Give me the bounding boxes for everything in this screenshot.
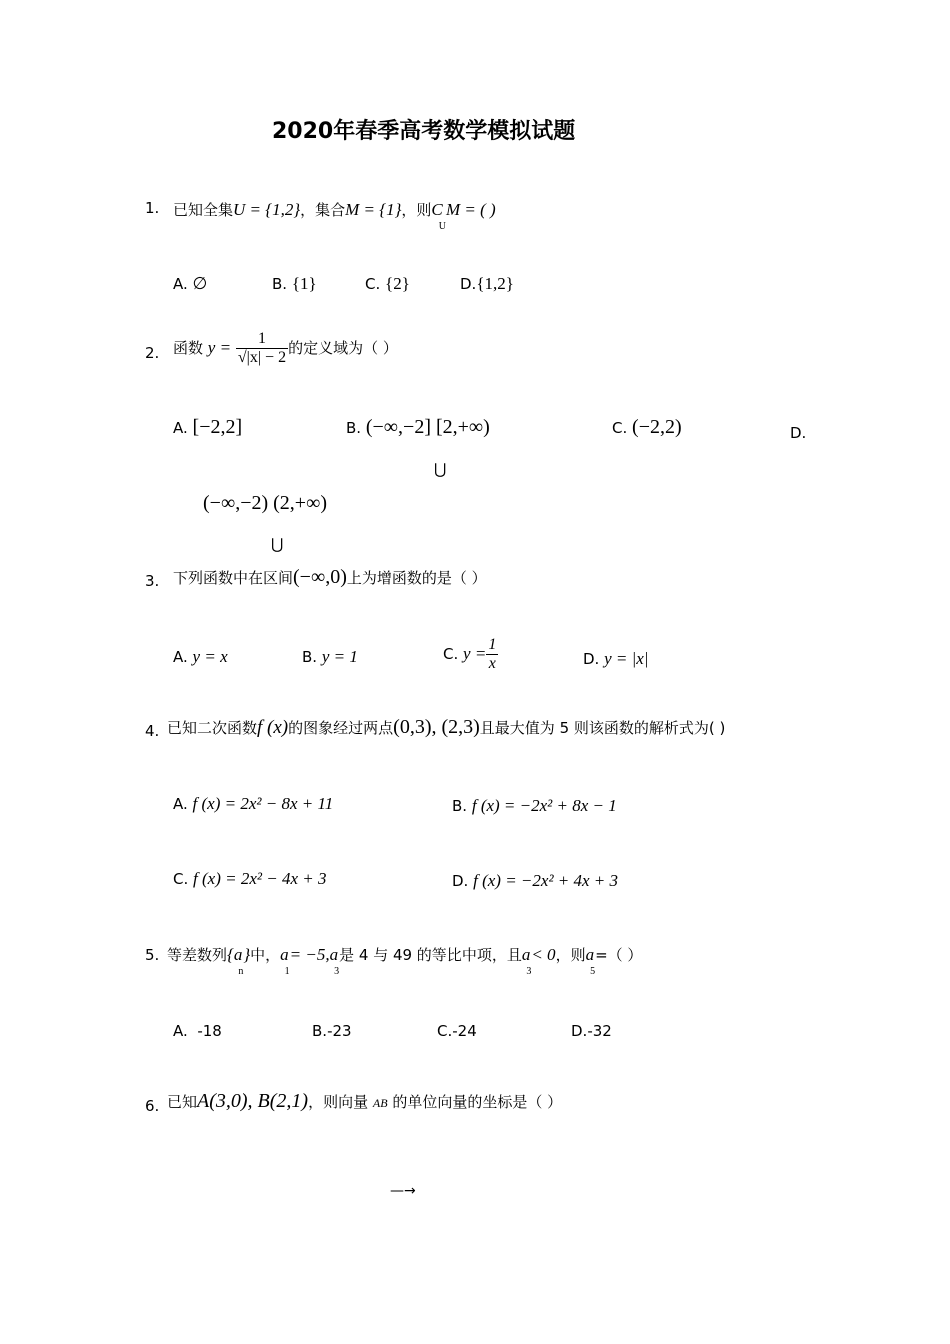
option-label: B. [452, 797, 468, 815]
math-sequence: {a [227, 945, 243, 964]
question-text [167, 944, 643, 977]
vector-arrow-mark: —→ [390, 1183, 416, 1199]
question-number: 6. [145, 1097, 160, 1115]
option-c [443, 636, 498, 673]
text: ，集合 [300, 201, 346, 219]
math-fraction [236, 330, 288, 367]
option-label: A. [173, 648, 188, 666]
text: 已知二次函数 [167, 719, 258, 737]
option-b [452, 796, 617, 816]
math-points: (0,3), (2,3) [393, 716, 480, 738]
math-points: A(3,0), B(2,1) [197, 1090, 309, 1112]
text: =（ ） [595, 946, 643, 964]
option-value: y = 1 [321, 647, 358, 666]
text: ，则 [555, 946, 586, 964]
math-expr: = −5, [289, 945, 330, 964]
option-d-value: (−∞,−2) (2,+∞) [203, 492, 327, 514]
math-term: a [329, 945, 339, 964]
option-c [173, 869, 326, 889]
option-label: B. [312, 1022, 328, 1040]
option-c [437, 1022, 477, 1040]
math-term: a [521, 945, 531, 964]
option-value: f (x) = 2x² − 8x + 11 [192, 794, 334, 813]
union-symbol: ⋃ [434, 460, 447, 478]
math-expr: < 0 [531, 945, 556, 964]
option-value: -18 [197, 1022, 222, 1040]
text: 中， [250, 946, 281, 964]
math-subscript: n [238, 966, 244, 977]
option-label: C. [437, 1022, 453, 1040]
option-label: B. [272, 275, 288, 293]
text: 下列函数中在区间 [173, 569, 294, 587]
option-c [365, 274, 410, 294]
question-text [173, 330, 398, 367]
option-label: A. [173, 275, 188, 293]
math-expr: } [243, 945, 251, 964]
text: 的图象经过两点 [288, 719, 394, 737]
option-label: D. [452, 872, 469, 890]
question-text [173, 199, 496, 232]
option-value: {2} [385, 274, 410, 293]
option-a [173, 274, 207, 294]
option-value: (−2,2) [632, 416, 682, 438]
text: 已知 [167, 1093, 198, 1111]
math-term: a [585, 945, 595, 964]
option-d [452, 871, 618, 891]
option-label: C. [443, 645, 459, 663]
option-c [612, 416, 682, 439]
option-a [173, 647, 228, 667]
question-number: 5. [145, 946, 160, 964]
option-d [583, 649, 649, 669]
text: 且最大值为 5 则该函数的解析式为( ) [479, 719, 726, 737]
option-label: C. [365, 275, 381, 293]
text: ，则 [401, 201, 432, 219]
math-subscript: 3 [334, 966, 340, 977]
math-subscript: 1 [284, 966, 290, 977]
option-d [460, 274, 514, 294]
question-text [167, 716, 725, 739]
math-expr: y = [207, 338, 232, 357]
fraction-denominator: x [486, 654, 498, 673]
fraction-denominator: √|x| − 2 [237, 349, 287, 366]
fraction-numerator: 1 [488, 636, 497, 653]
option-value: f (x) = 2x² − 4x + 3 [193, 869, 327, 888]
question-text [167, 1090, 562, 1113]
question-text [173, 566, 487, 589]
option-value: (−∞,−2] [2,+∞) [365, 416, 490, 438]
text: 的单位向量的坐标是（ ） [392, 1093, 563, 1111]
option-label: A. [173, 1022, 188, 1040]
fraction-numerator: 1 [257, 330, 266, 347]
option-value: y = |x| [604, 649, 649, 668]
option-label: D. [583, 650, 600, 668]
math-subscript: 5 [590, 966, 596, 977]
text: 上为增函数的是（ ） [346, 569, 487, 587]
union-symbol: ⋃ [271, 535, 284, 553]
option-value: {1} [291, 274, 317, 293]
option-label: C. [173, 870, 189, 888]
text: 是 4 与 49 的等比中项，且 [339, 946, 522, 964]
option-b [312, 1022, 352, 1040]
math-subscript: U [438, 221, 446, 232]
math-interval: (−∞,0) [293, 566, 347, 588]
option-d [790, 424, 806, 442]
option-value: y = [463, 644, 487, 663]
option-label: D. [571, 1022, 588, 1040]
text: ，则向量 [308, 1093, 369, 1111]
math-subscript: 3 [526, 966, 532, 977]
option-label: A. [173, 419, 188, 437]
text: 函数 [173, 339, 204, 357]
math-function: f (x) [257, 717, 289, 738]
option-label: A. [173, 795, 188, 813]
option-value: -23 [327, 1022, 352, 1040]
option-value: f (x) = −2x² + 8x − 1 [471, 796, 617, 815]
option-label: B. [302, 648, 318, 666]
math-set-m: M = {1} [345, 200, 402, 219]
math-vector: AB [372, 1096, 388, 1110]
option-label: B. [346, 419, 362, 437]
text: 的定义域为（ ） [288, 339, 398, 357]
option-label: D. [460, 275, 477, 293]
math-complement: C [431, 200, 443, 219]
option-value: y = x [192, 647, 228, 666]
option-b [346, 416, 490, 439]
math-fraction [486, 636, 498, 673]
option-label: C. [612, 419, 628, 437]
page-title: 2020年春季高考数学模拟试题 [272, 119, 576, 144]
text: 等差数列 [167, 946, 228, 964]
math-expr: M = ( ) [445, 200, 496, 219]
option-label: D. [790, 424, 807, 442]
question-number: 4. [145, 722, 160, 740]
option-value: [−2,2] [192, 416, 243, 438]
option-d [571, 1022, 612, 1040]
option-a [173, 416, 242, 439]
option-value: -32 [587, 1022, 612, 1040]
option-a [173, 794, 333, 814]
math-term: a [280, 945, 289, 964]
option-value: ∅ [192, 274, 208, 293]
text: 已知全集 [173, 201, 234, 219]
option-value: -24 [452, 1022, 477, 1040]
option-value: f (x) = −2x² + 4x + 3 [473, 871, 619, 890]
question-number: 2. [145, 344, 160, 362]
question-number: 3. [145, 572, 160, 590]
option-b [272, 274, 317, 294]
option-a [173, 1022, 222, 1040]
math-set-u: U = {1,2} [233, 200, 301, 219]
option-value: {1,2} [476, 274, 514, 293]
option-b [302, 647, 358, 667]
question-number: 1. [145, 199, 160, 217]
